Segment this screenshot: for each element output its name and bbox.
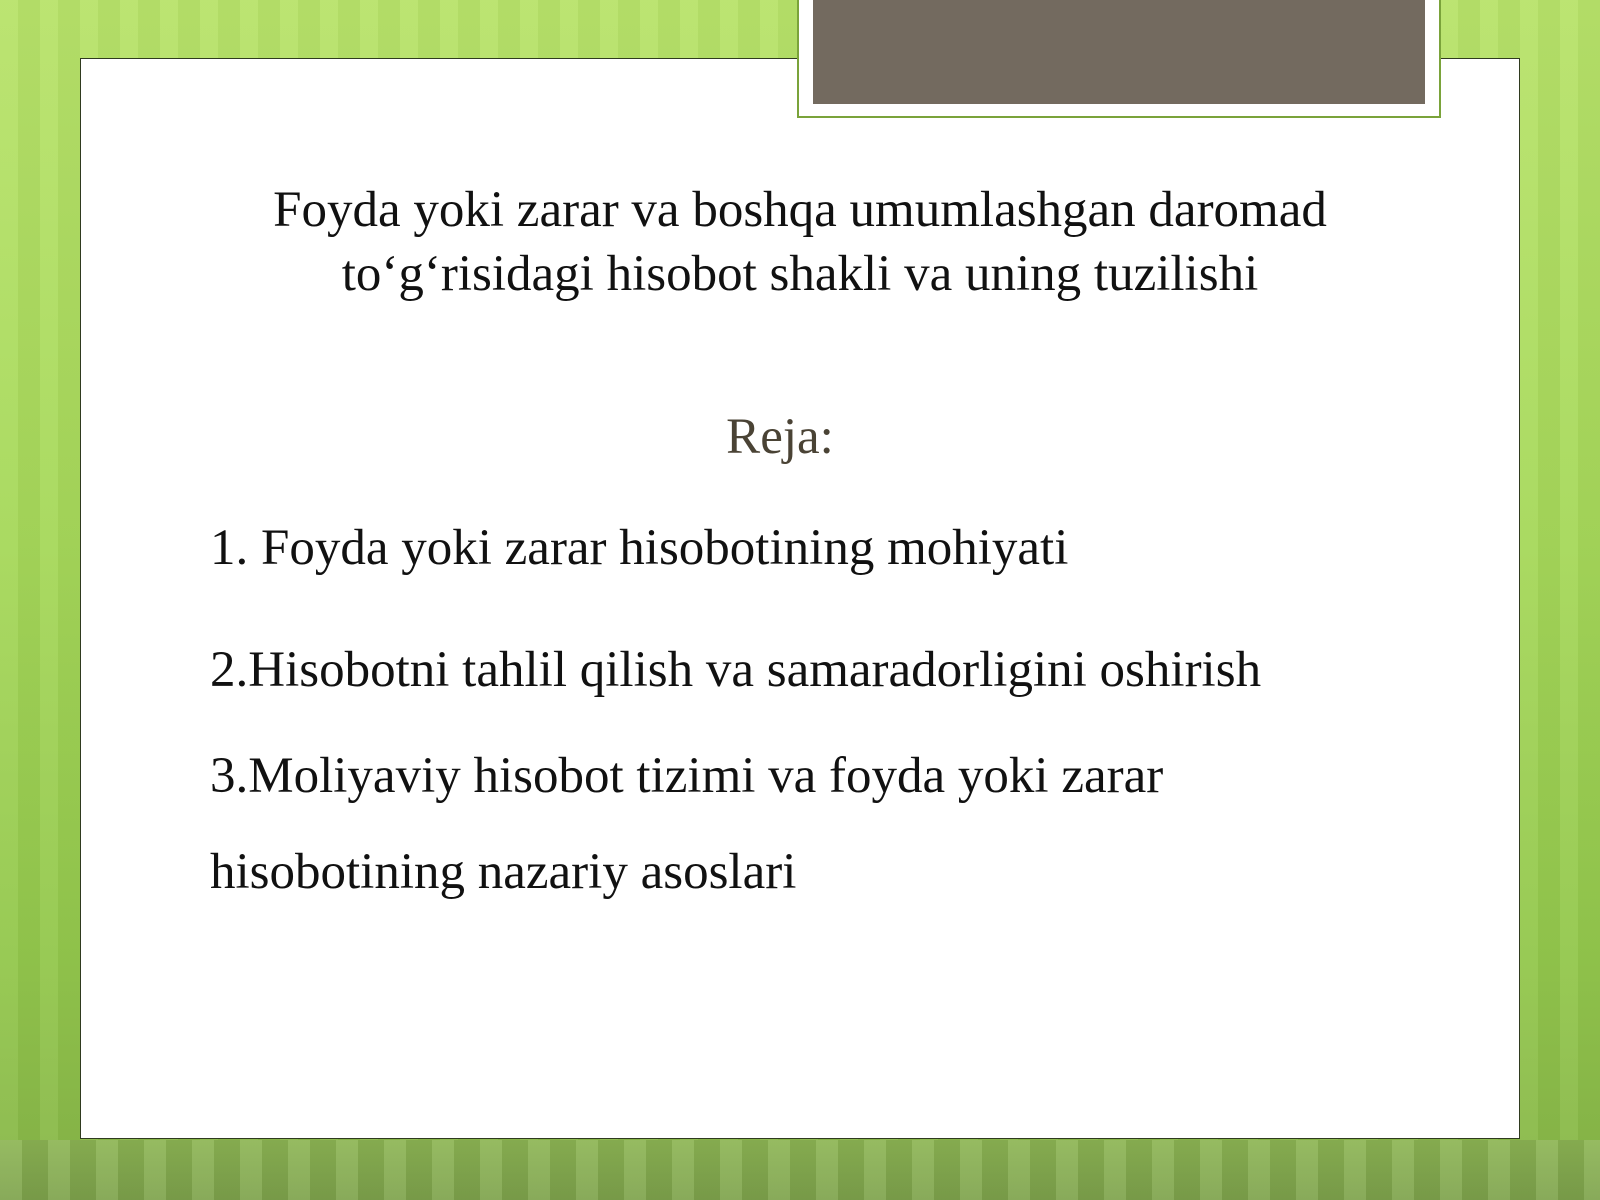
decorative-title-tab-fill bbox=[813, 0, 1425, 104]
plan-item-3: 3.Moliyaviy hisobot tizimi va foyda yoki zarar hisobotining nazariy asoslari bbox=[210, 748, 1164, 900]
plan-item-2: 2.Hisobotni tahlil qilish va samaradorligini oshirish bbox=[210, 642, 1262, 698]
plan-item-1: 1. Foyda yoki zarar hisobotining mohiyati bbox=[210, 520, 1069, 576]
decorative-title-tab bbox=[797, 0, 1441, 118]
plan-list bbox=[210, 516, 1370, 930]
slide-heading-line-1: Foyda yoki zarar va boshqa umumlashgan daromad bbox=[273, 182, 1327, 238]
plan-title: Reja: bbox=[726, 409, 834, 465]
slide-heading-line-2: to‘g‘risidagi hisobot shakli va uning tuzilishi bbox=[341, 246, 1259, 302]
slide-heading bbox=[150, 178, 1450, 306]
background-bottom-band bbox=[0, 1140, 1600, 1200]
